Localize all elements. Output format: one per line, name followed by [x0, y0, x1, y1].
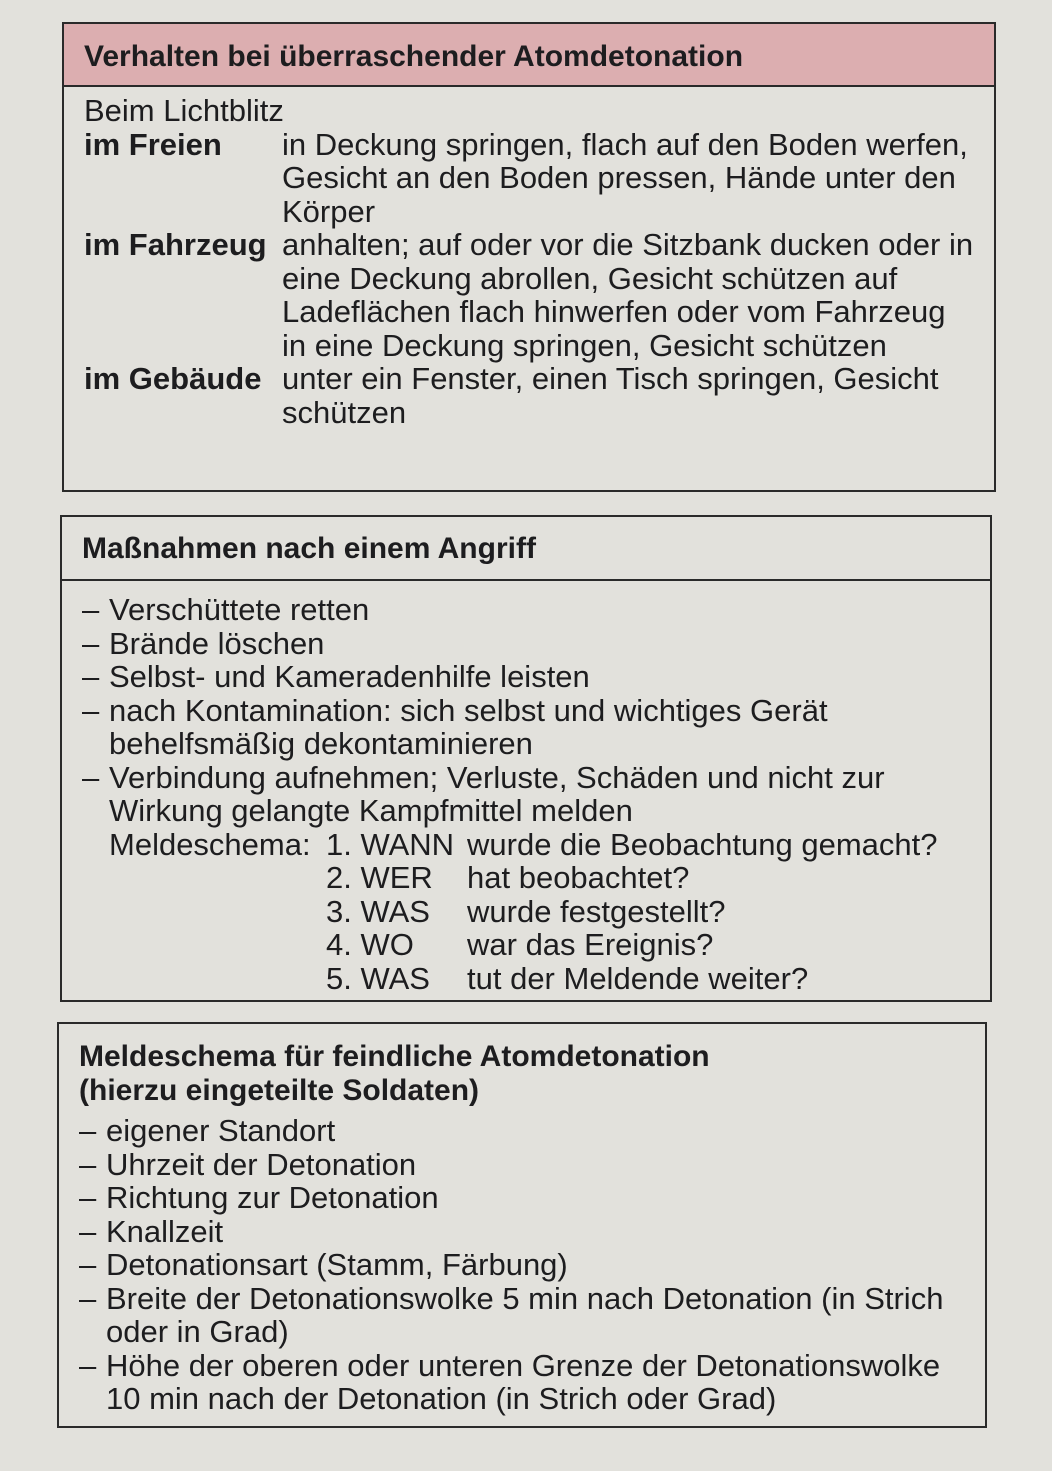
dash: – — [79, 1213, 97, 1249]
list-item-text: Breite der Detonationswolke 5 min nach Detonation (in Strich oder in Grad) — [106, 1280, 944, 1349]
measures-box-body — [62, 581, 990, 995]
dash: – — [82, 759, 100, 795]
list-item-text: Richtung zur Detonation — [106, 1180, 439, 1215]
dash: – — [79, 1180, 97, 1215]
list-item — [82, 761, 972, 828]
scheme-number: 1. WANN — [326, 826, 455, 862]
list-item — [79, 1248, 967, 1282]
list-item-text: Detonationsart (Stamm, Färbung) — [106, 1247, 568, 1282]
report-scheme-row — [82, 861, 972, 895]
dash: – — [82, 592, 100, 627]
behavior-box-title: Verhalten bei überraschender Atomdetonation — [64, 24, 994, 87]
list-item — [79, 1181, 967, 1215]
scheme-question: wurde die Beobachtung gemacht? — [467, 826, 938, 862]
list-item — [79, 1148, 967, 1182]
list-item — [79, 1215, 967, 1249]
list-item — [82, 593, 972, 627]
list-item-text: Verschüttete retten — [109, 592, 370, 627]
behavior-box — [62, 22, 996, 492]
flash-intro: Beim Lichtblitz — [84, 93, 284, 128]
report-scheme-row — [82, 928, 972, 962]
report-scheme-label: Meldeschema: — [109, 826, 311, 862]
dash: – — [79, 1146, 97, 1182]
list-item-text: eigener Standort — [106, 1113, 336, 1148]
list-item — [79, 1282, 967, 1349]
scheme-number: 4. WO — [326, 927, 414, 962]
list-item — [79, 1349, 967, 1416]
report-scheme-row — [82, 828, 972, 862]
dash: – — [79, 1247, 97, 1282]
dash: – — [79, 1113, 97, 1148]
row-outdoors — [84, 128, 976, 229]
scheme-question: tut der Meldende weiter? — [467, 960, 809, 996]
row-vehicle — [84, 228, 976, 362]
dash: – — [79, 1280, 97, 1316]
row-text: anhalten; auf oder vor die Sitzbank ducken oder in eine Deckung abrollen, Gesicht schützen auf Ladeflächen flach hinwerfen oder vom Fahrzeug in eine Deckung springen, Gesicht schützen — [282, 227, 974, 363]
list-item-text: Verbindung aufnehmen; Verluste, Schäden und nicht zur Wirkung gelangte Kampfmittel melden — [109, 759, 885, 828]
title-line-2: (hierzu eingeteilte Soldaten) — [79, 1074, 480, 1107]
list-item — [82, 627, 972, 661]
list-item — [82, 694, 972, 761]
scheme-number: 5. WAS — [326, 960, 430, 996]
report-scheme-row — [82, 895, 972, 929]
list-item-text: nach Kontamination: sich selbst und wichtiges Gerät behelfsmäßig dekontaminieren — [109, 692, 828, 761]
scheme-question: wurde festgestellt? — [467, 893, 726, 929]
detonation-report-body — [59, 1114, 985, 1416]
scheme-number: 3. WAS — [326, 893, 430, 929]
detonation-report-title — [59, 1024, 985, 1114]
dash: – — [82, 625, 100, 661]
dash: – — [82, 659, 100, 694]
row-label: im Fahrzeug — [84, 227, 267, 262]
scheme-question: war das Ereignis? — [467, 927, 714, 962]
list-item-text: Knallzeit — [106, 1213, 224, 1249]
detonation-report-box — [57, 1022, 987, 1428]
list-item-text: Uhrzeit der Detonation — [106, 1146, 417, 1182]
row-label: im Freien — [84, 126, 222, 162]
row-label: im Gebäude — [84, 361, 262, 396]
scheme-question: hat beobachtet? — [467, 860, 690, 895]
title-line-1: Meldeschema für feindliche Atomdetonation — [79, 1040, 710, 1073]
scheme-number: 2. WER — [326, 860, 433, 895]
dash: – — [82, 692, 100, 728]
behavior-box-body — [64, 87, 994, 429]
list-item-text: Selbst- und Kameradenhilfe leisten — [109, 659, 590, 694]
row-building — [84, 362, 976, 429]
list-item-text: Höhe der oberen oder unteren Grenze der Detonationswolke 10 min nach der Detonation (in Strich oder Grad) — [106, 1347, 941, 1416]
report-scheme-row — [82, 962, 972, 996]
list-item — [79, 1114, 967, 1148]
list-item — [82, 660, 972, 694]
row-text: unter ein Fenster, einen Tisch springen, Gesicht schützen — [282, 361, 939, 430]
measures-box-title: Maßnahmen nach einem Angriff — [62, 517, 990, 581]
dash: – — [79, 1347, 97, 1383]
list-item-text: Brände löschen — [109, 625, 325, 661]
row-text: in Deckung springen, flach auf den Boden werfen, Gesicht an den Boden pressen, Hände unter den Körper — [282, 126, 968, 229]
measures-box — [60, 515, 992, 1002]
